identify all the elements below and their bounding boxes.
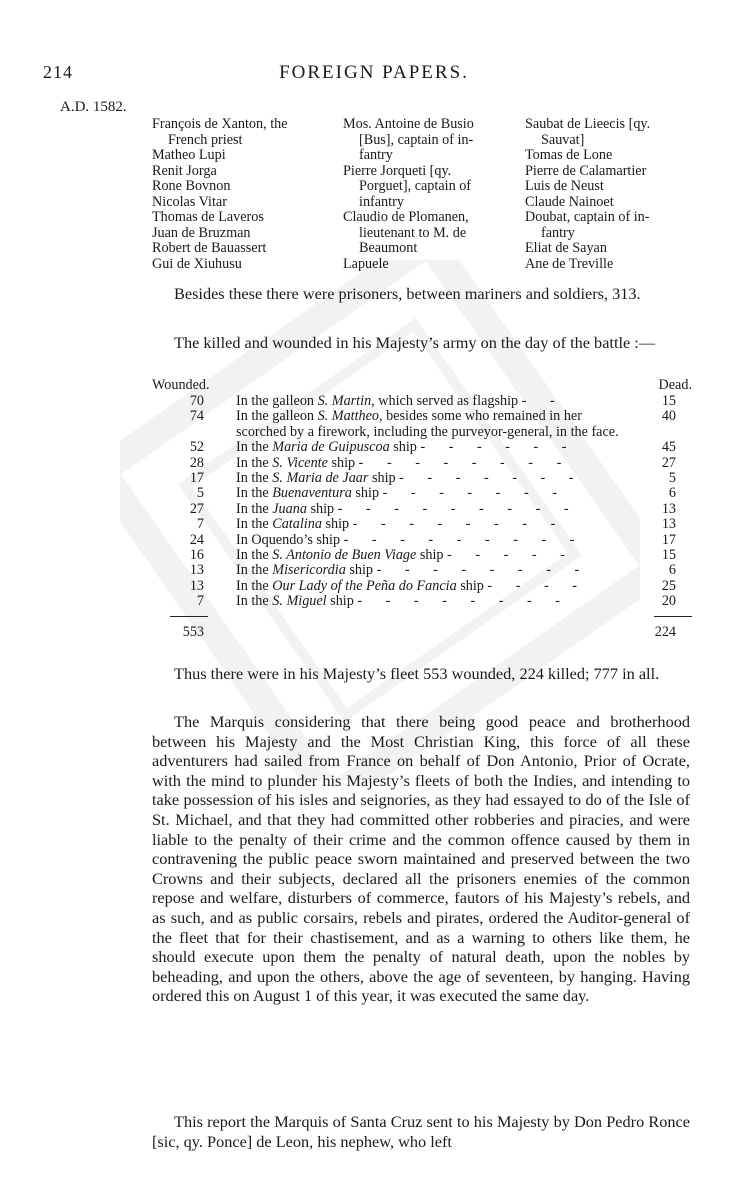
total-wounded: 553 [182,623,204,640]
description-prefix: In the [236,547,273,564]
paragraph-report: This report the Marquis of Santa Cruz sent to his Majesty by Don Pedro Ronce [sic, qy. Ponce] de Leon, his nephew, who left [152,1112,690,1151]
marginal-date: A.D. 1582. [60,99,127,115]
leader-dashes: - - - - - - [420,439,577,456]
name-line: fantry [359,147,393,163]
description-suffix: ship [306,500,335,517]
dead-cell: 27 [661,454,676,471]
leader-dashes: - - - - - - - - [357,593,570,610]
table-row [152,502,692,517]
dead-cell: 13 [661,500,676,517]
description-prefix: In the [236,470,273,487]
leader-dashes: - - - - - [447,547,575,564]
page-header [0,62,748,88]
ship-description [236,579,634,594]
leader-dashes: - - - - - - - - [352,516,566,533]
ship-name: Catalina [272,516,322,533]
description-suffix: ship [389,439,417,456]
wounded-cell: 7 [196,593,204,610]
dead-cell: 17 [661,531,676,548]
table-row [152,486,692,501]
name-line: Saubat de Lieecis [qy. [525,116,651,132]
table-row [152,409,692,440]
names-column-3 [525,117,650,272]
description-suffix: ship [327,454,356,471]
name-line: Renit Jorga [152,162,217,179]
name-line: Thomas de Laveros [152,209,264,225]
name-line: Pierre de Calamartier [525,162,647,179]
name-line: Robert de Bauassert [152,240,267,256]
description-suffix: ship [351,485,380,502]
table-row [152,517,692,532]
ship-name: S. Maria de Jaar [272,470,369,487]
totals-row [152,624,692,640]
leader-dashes: - - - - - - - - [376,562,590,579]
wounded-column-header: Wounded. [152,377,210,393]
wounded-cell: 13 [189,562,204,579]
table-row [152,548,692,563]
table-row [152,563,692,578]
description-suffix: , which served as flagship [371,393,519,409]
table-row [152,533,692,548]
ship-description [236,563,634,578]
name-line: Claude Nainoet [525,193,614,210]
name-line: Tomas de Lone [525,147,613,163]
wounded-total-rule [170,616,208,617]
dead-cell: 6 [668,562,676,579]
leader-dashes: - - - - [487,577,587,594]
ship-description [236,456,634,471]
description-suffix: ship [456,577,484,594]
dead-column-header: Dead. [658,377,692,393]
leader-dashes: - - - - - - - - - [337,500,579,517]
name-line: Nicolas Vitar [152,193,227,210]
ship-name: S. Martin [317,393,372,409]
dead-cell: 20 [661,593,676,610]
description-prefix: In the [236,577,273,594]
paragraph-fleet-totals: Thus there were in his Majesty’s fleet 553 wounded, 224 killed; 777 in all. [174,664,660,683]
name-line: Pierre Jorqueti [qy. [343,162,452,179]
ship-description [236,394,634,409]
description-suffix: ship [368,470,396,487]
dead-cell: 40 [661,408,676,425]
description-suffix: ship [321,516,350,533]
ship-description [236,486,634,501]
ship-name: Misericordia [272,562,346,579]
wounded-cell: 7 [196,516,204,533]
name-line: Gui de Xiuhusu [152,255,242,272]
name-line: Lapuele [343,255,389,272]
dead-cell: 45 [661,439,676,456]
ship-name: Buenaventura [272,485,352,502]
ship-description [236,440,634,455]
dead-cell: 25 [661,577,676,594]
description-prefix: In the [236,500,273,517]
paragraph-prisoners: Besides these there were prisoners, between mariners and soldiers, 313. [174,284,641,303]
casualty-table [152,377,692,640]
name-line: Beaumont [359,240,418,256]
description-prefix: In the [236,562,273,579]
dead-cell: 6 [668,485,676,502]
leader-dashes: - - - - - - - [399,470,584,487]
wounded-cell: 24 [189,531,204,548]
name-line: Ane de Treville [525,255,614,272]
total-dead: 224 [654,623,676,640]
ship-name: S. Antonio de Buen Viage [272,547,417,564]
name-line: French priest [168,131,243,148]
running-title: FOREIGN PAPERS. [279,62,469,83]
names-column-1 [152,117,288,272]
total-rules [152,610,692,624]
ship-description [236,594,634,609]
name-line: Luis de Neust [525,178,604,194]
wounded-cell: 13 [189,577,204,594]
description-prefix: In the [236,516,273,533]
dead-cell: 13 [661,516,676,533]
ship-description [236,517,634,532]
wounded-cell: 52 [189,439,204,456]
table-row [152,471,692,486]
ship-description [236,409,634,440]
name-line: fantry [541,224,575,241]
table-row [152,456,692,471]
ship-name: Our Lady of the Peña do Fancia [272,577,457,594]
name-line: Doubat, captain of in- [525,209,650,225]
leader-dashes: - - - - - - - - [358,454,572,471]
name-line: infantry [359,193,404,210]
ship-name: S. Vicente [272,454,328,471]
leader-dashes: - - - - - - - [382,485,567,502]
paragraph-marquis: The Marquis considering that there being good peace and brotherhood between his Majesty and the Most Christian King, this force of all these adventurers had sailed from France on behalf of Don Antonio, Prior of Ocrate, with the mind to plunder his Majesty’s fleets of both the Indies, and intending to take possession of his isles and seignories, as they had essayed to do of the Isle of St. Michael, and that they had committed other robberies and piracies, and were liable to the penalty of their crime and the common offence caused by them in contravening the public peace sworn maintained and preserved between the two Crowns and their subjects, declared all the prisoners enemies of the common repose and welfare, disturbers of commerce, fautors of his Majesty’s rebels, and as such, and as public corsairs, rebels and pirates, ordered the Auditor-general of the fleet that for their chastisement, and as a warning to others like them, he should execute upon them the penalty of natural death, upon the nobles by beheading, and upon the others, above the age of seventeen, by hanging. Having ordered this on August 1 of this year, it was executed the same day. [152,712,690,1006]
name-line: Juan de Bruzman [152,224,251,241]
wounded-cell: 5 [196,485,204,502]
name-line: Porguet], captain of [359,178,472,194]
description-prefix: In Oquendo’s ship [236,531,341,548]
ship-name: Juana [272,500,307,517]
table-body [152,394,692,610]
ship-name: S. Miguel [272,593,327,610]
leader-dashes: - - [521,393,565,409]
wounded-cell: 16 [189,547,204,564]
description-suffix: ship [326,593,354,610]
description-prefix: In the [236,439,273,456]
table-row [152,579,692,594]
table-header [152,377,692,394]
description-prefix: In the [236,485,273,502]
page-number: 214 [43,62,73,82]
dead-cell: 15 [661,393,676,409]
leader-dashes: - - - - - - - - - [343,531,585,548]
names-column-2 [343,117,474,272]
dead-cell: 15 [661,547,676,564]
name-line: Rone Bovnon [152,178,231,194]
description-prefix: In the galleon [236,393,318,409]
name-line: Matheo Lupi [152,147,226,163]
ship-description [236,502,634,517]
wounded-cell: 70 [189,393,204,409]
description-prefix: In the galleon [236,408,318,425]
paragraph-killed-wounded: The killed and wounded in his Majesty’s army on the day of the battle :— [174,333,656,352]
wounded-cell: 17 [189,470,204,487]
dead-total-rule [654,616,692,617]
ship-description [236,471,634,486]
table-row [152,394,692,409]
dead-cell: 5 [668,470,676,487]
table-row [152,440,692,455]
name-line: Claudio de Plomanen, [343,209,469,225]
ship-description [236,533,634,548]
name-line: Mos. Antoine de Busio [343,116,474,132]
name-line: [Bus], captain of in- [359,131,474,148]
name-line: Sauvat] [541,131,585,148]
ship-description [236,548,634,563]
description-suffix: , besides some who remained in her scorched by a firework, including the purveyor-general, in the face. [236,408,619,440]
wounded-cell: 74 [189,408,204,425]
description-suffix: ship [345,562,374,579]
ship-name: S. Mattheo [317,408,380,425]
wounded-cell: 27 [189,500,204,517]
ship-name: Maria de Guipuscoa [272,439,390,456]
name-line: Eliat de Sayan [525,240,607,256]
name-line: lieutenant to M. de [359,224,467,241]
description-prefix: In the [236,593,273,610]
name-line: François de Xanton, the [152,116,288,132]
wounded-cell: 28 [189,454,204,471]
description-prefix: In the [236,454,273,471]
description-suffix: ship [416,547,444,564]
table-row [152,594,692,609]
